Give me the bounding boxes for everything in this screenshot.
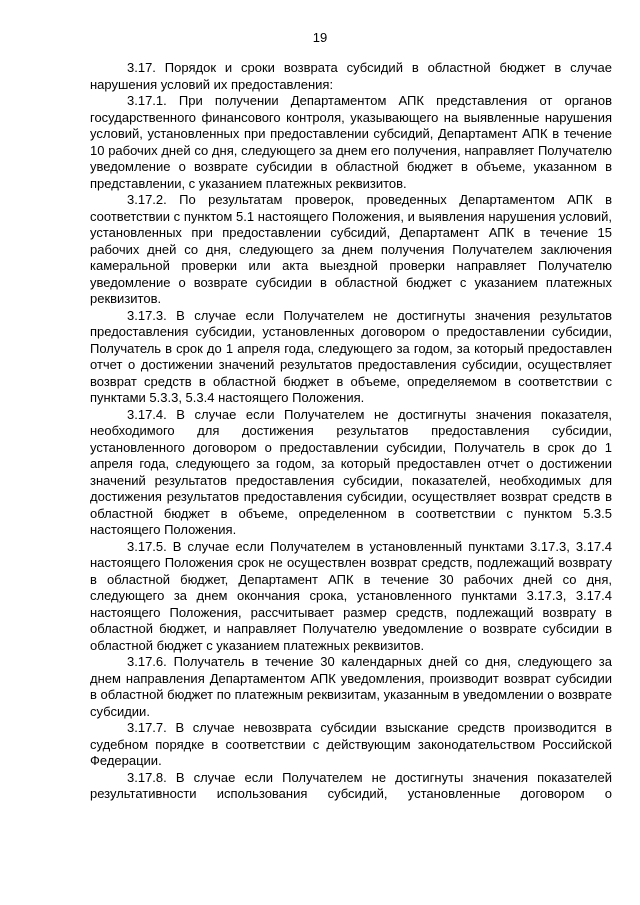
- paragraph-3-17-8: 3.17.8. В случае если Получателем не достигнуты значения показателей результативности использования субсидий, установленные договором о: [90, 769, 612, 801]
- paragraph-3-17-1: 3.17.1. При получении Департаментом АПК представления от органов государственного финансового контроля, указывающего на выявленные нарушения условий, установленных при предоставлении субсидий, Департамент АПК в течение 10 рабочих дней со дня, следующего за днем его получения, направляет Получателю уведомление о возврате субсидии в областной бюджет в объеме, указанном в представлении, с указанием платежных реквизитов.: [90, 93, 612, 191]
- page-number: 19: [312, 30, 328, 45]
- paragraph-3-17-2: 3.17.2. По результатам проверок, проведенных Департаментом АПК в соответствии с пунктом 5.1 настоящего Положения, и выявления нарушения условий, установленных при предоставлении субсидий, Департамент АПК в течение 15 рабочих дней со дня, следующего за днем получения Получателем заключения камеральной проверки или акта выездной проверки направляет Получателю уведомление о возврате субсидии в областной бюджет с указанием платежных реквизитов.: [90, 192, 612, 306]
- paragraph-3-17-3: 3.17.3. В случае если Получателем не достигнуты значения результатов предоставления субсидии, установленных договором о предоставлении субсидии, Получатель в срок до 1 апреля года, следующего за годом, за который предоставлен отчет о достижении значений результатов предоставления субсидии, осуществляет возврат средств в областной бюджет в объеме, определяемом в соответствии с пунктами 5.3.3, 5.3.4 настоящего Положения.: [90, 307, 612, 405]
- paragraph-3-17-7: 3.17.7. В случае невозврата субсидии взыскание средств производится в судебном порядке в соответствии с действующим законодательством Российской Федерации.: [90, 720, 612, 768]
- paragraph-3-17: 3.17. Порядок и сроки возврата субсидий в областной бюджет в случае нарушения условий их предоставления:: [90, 60, 612, 92]
- paragraph-3-17-5: 3.17.5. В случае если Получателем в установленный пунктами 3.17.3, 3.17.4 настоящего Положения срок не осуществлен возврат средств, подлежащий возврату в областной бюджет, Департамент АПК в течение 30 рабочих дней со дня, следующего за днем окончания срока, установленного пунктами 3.17.3, 3.17.4 настоящего Положения, рассчитывает размер средств, подлежащий возврату в областной бюджет, и направляет Получателю уведомление о возврате субсидии в областной бюджет с указанием платежных реквизитов.: [90, 538, 612, 653]
- document-body: [90, 60, 612, 803]
- paragraph-3-17-6: 3.17.6. Получатель в течение 30 календарных дней со дня, следующего за днем направления Департаментом АПК уведомления, производит возврат субсидии в областной бюджет по платежным реквизитам, указанным в уведомлении о возврате субсидии.: [90, 654, 612, 719]
- paragraph-3-17-4: 3.17.4. В случае если Получателем не достигнуты значения показателя, необходимого для достижения результатов предоставления субсидии, установленного договором о предоставлении субсидии, Получатель в срок до 1 апреля года, следующего за годом, за который предоставлен отчет о достижении значений результатов предоставления субсидии, показателей, необходимых для достижения результатов предоставления субсидии, осуществляет возврат средств в областной бюджет в объеме, определенном в соответствии с пунктом 5.3.5 настоящего Положения.: [90, 406, 612, 537]
